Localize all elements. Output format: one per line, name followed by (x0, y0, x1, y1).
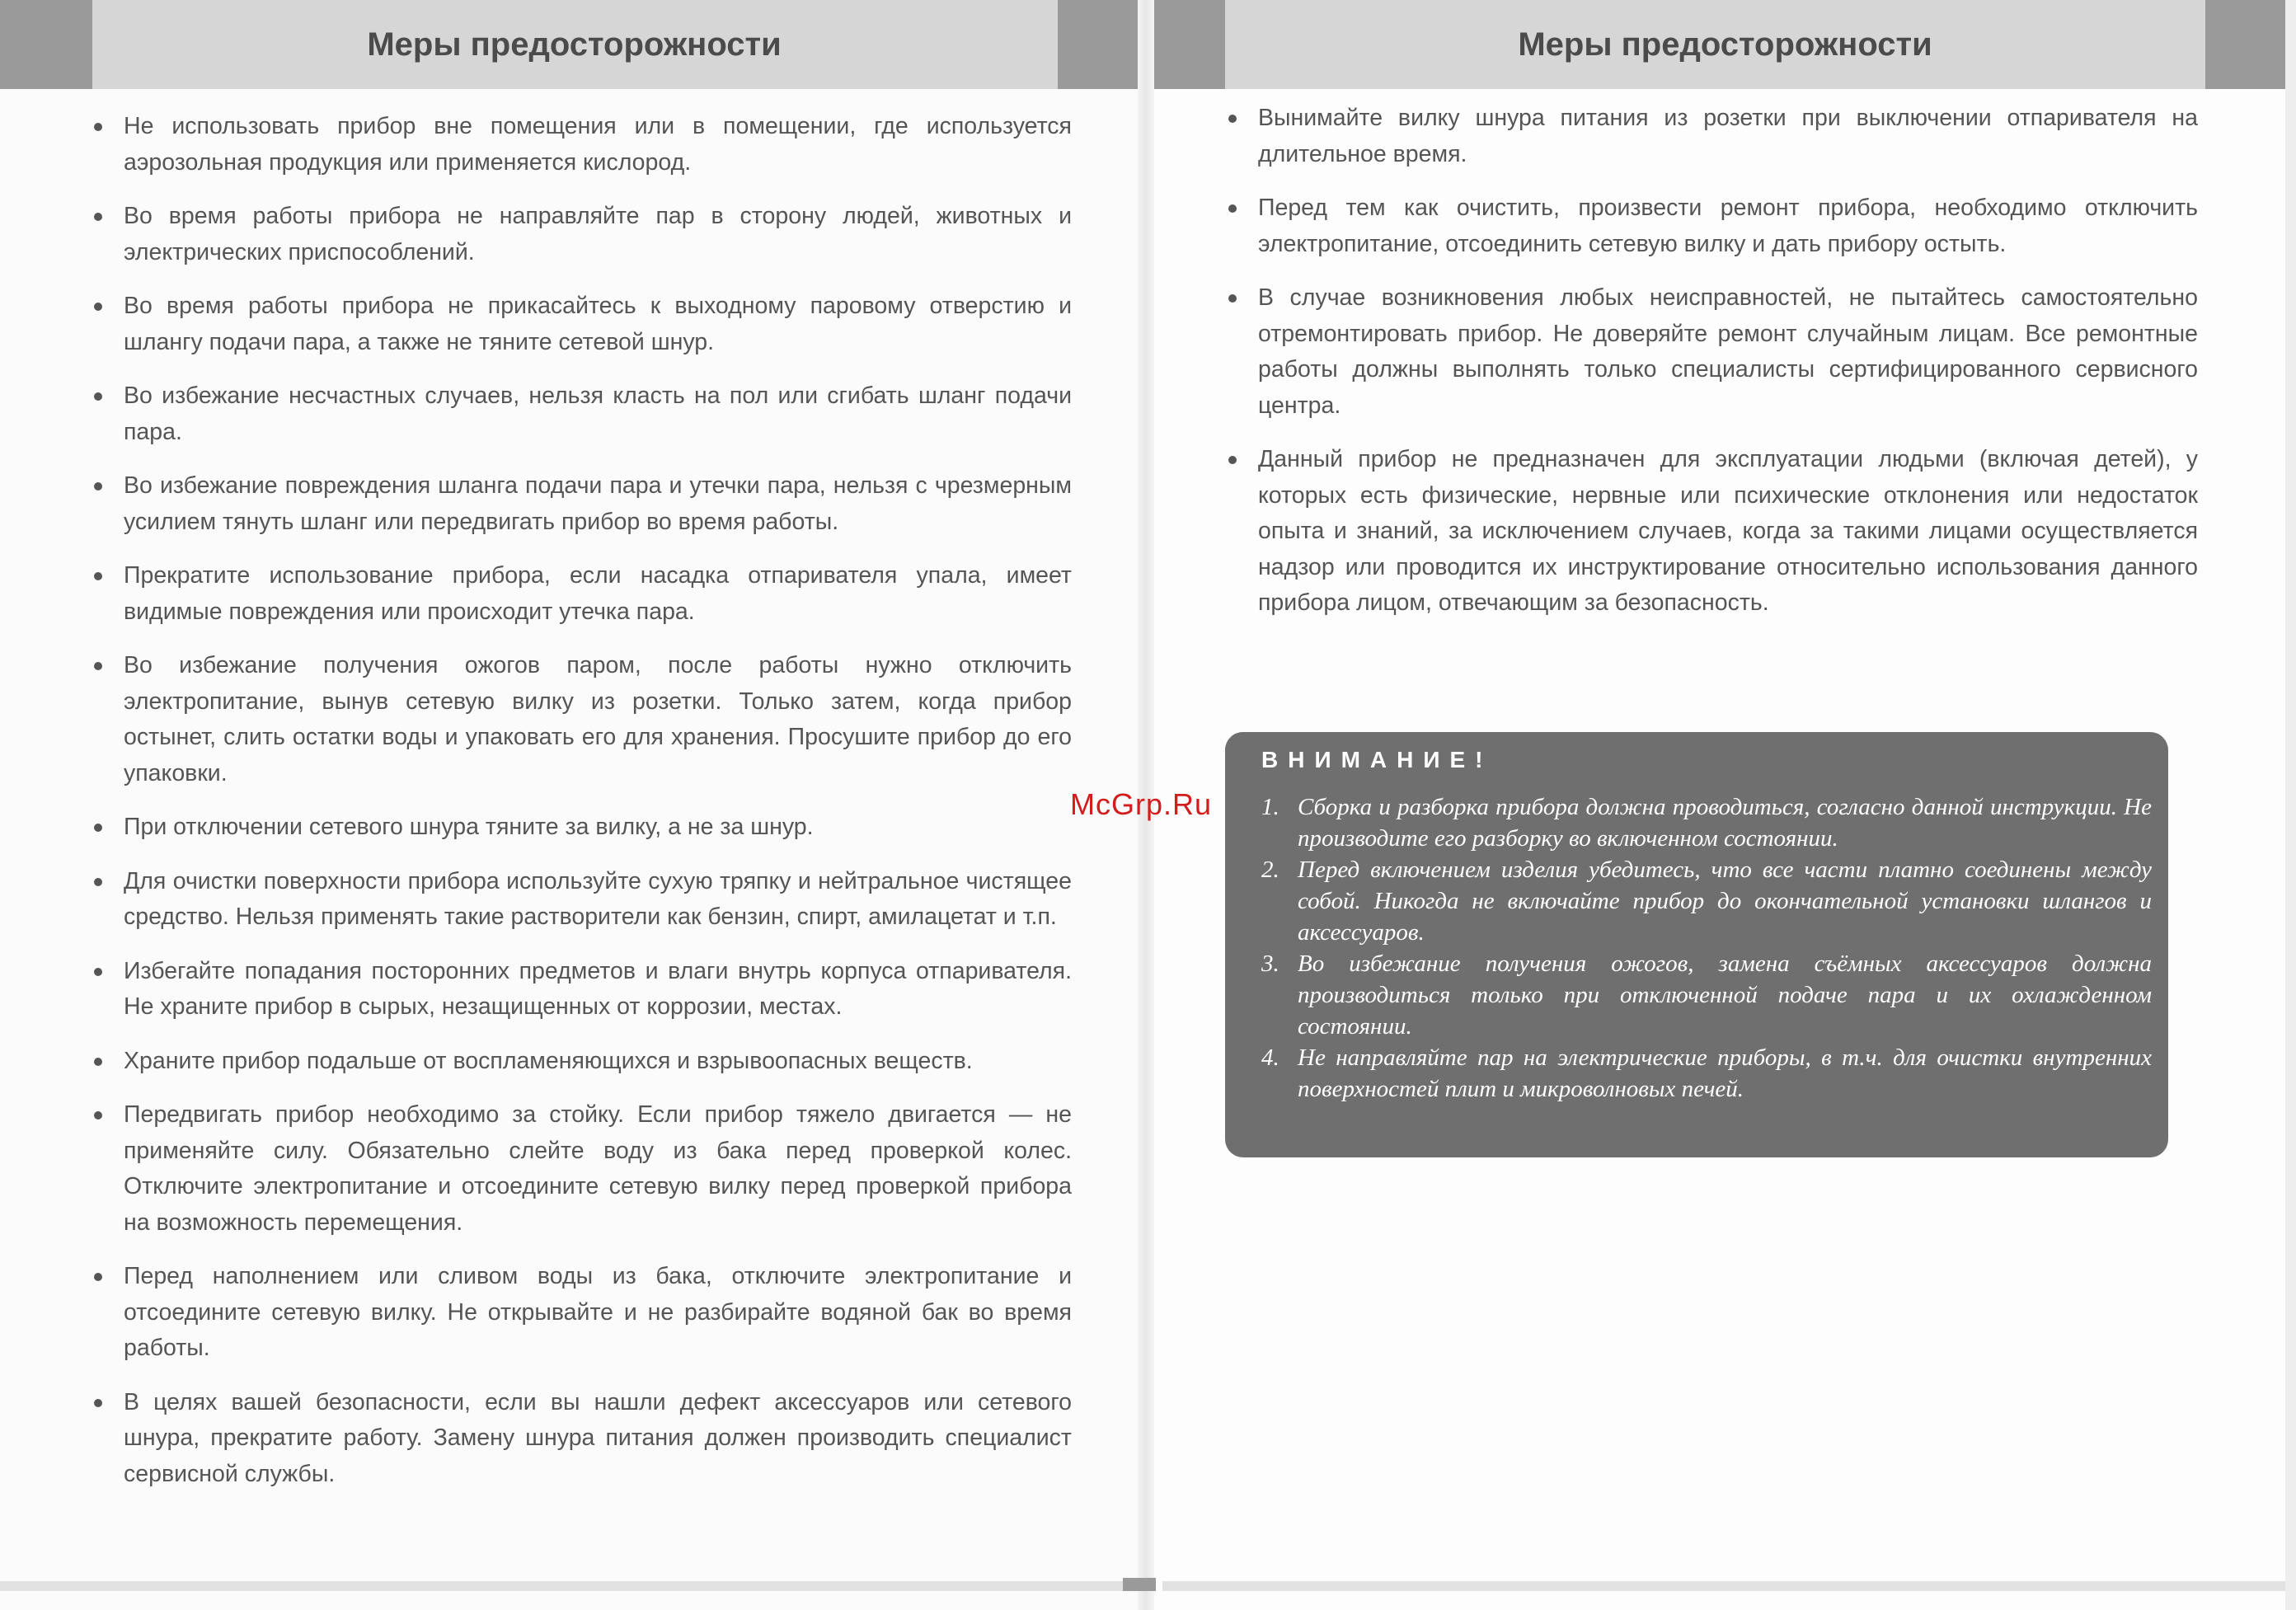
list-item-text: Избегайте попадания посторонних предметов и влаги внутрь корпуса отпаривателя. Не храните прибор в сырых, незащищенных от коррозии, местах. (124, 957, 1072, 1020)
list-item-text: Перед тем как очистить, произвести ремонт прибора, необходимо отключить электропитание, отсоединить сетевую вилку и дать прибору остыть. (1258, 195, 2198, 257)
list-item-text: Для очистки поверхности прибора используйте сухую тряпку и нейтральное чистящее средство. Нельзя применять такие растворители как бензин, спирт, амилацетат и т.п. (124, 867, 1072, 930)
list-item (1225, 190, 2198, 262)
list-item-text: В случае возникновения любых неисправностей, не пытайтесь самостоятельно отремонтировать прибор. Не доверяйте ремонт случайным лицам. Все ремонтные работы должны выполнять только специалисты сертифицированного сервисного центра. (1258, 284, 2198, 419)
list-item-text: При отключении сетевого шнура тяните за вилку, а не за шнур. (124, 814, 814, 840)
list-item-text: Во время работы прибора не направляйте пар в сторону людей, животных и электрических приспособлений. (124, 203, 1072, 265)
header-accent-right (1058, 0, 1140, 89)
footer-rule-left (0, 1581, 1129, 1591)
list-item-text: Не использовать прибор вне помещения или в помещении, где используется аэрозольная продукция или применяется кислород. (124, 113, 1072, 176)
bullet-icon (94, 1058, 102, 1066)
list-item (91, 1385, 1072, 1493)
list-item-text: Данный прибор не предназначен для эксплуатации людьми (включая детей), у которых есть физические, нервные или психические отклонения или недостаток опыта и знаний, за исключением случаев, когда за такими лицами осуществляется надзор или проводится их инструктирование относительно использования данного прибора лицом, отвечающим за безопасность. (1258, 446, 2198, 616)
header-accent-left (1154, 0, 1225, 89)
warning-list (1261, 791, 2152, 1105)
list-item (91, 558, 1072, 630)
precautions-list (1225, 101, 2198, 640)
bullet-icon (94, 303, 102, 311)
bullet-icon (94, 1399, 102, 1407)
header-accent-left (0, 0, 92, 89)
bullet-icon (94, 213, 102, 221)
list-item-text: Перед наполнением или сливом воды из бака, отключите электропитание и отсоедините сетевую вилку. Не открывайте и не разбирайте водяной бак во время работы. (124, 1263, 1072, 1361)
warning-item-number: 4. (1261, 1044, 1279, 1071)
bullet-icon (94, 968, 102, 976)
bullet-icon (94, 572, 102, 580)
watermark-link[interactable]: McGrp.Ru (1070, 787, 1213, 821)
warning-item-number: 3. (1261, 951, 1279, 977)
bullet-icon (94, 824, 102, 832)
bullet-icon (1228, 456, 1237, 464)
warning-item-text: Сборка и разборка прибора должна проводиться, согласно данной инструкции. Не производите его разборку во включенном состоянии. (1298, 794, 2152, 852)
bullet-icon (94, 1273, 102, 1281)
list-item-text: Вынимайте вилку шнура питания из розетки при выключении отпаривателя на длительное время. (1258, 105, 2198, 167)
list-item-text: Прекратите использование прибора, если насадка отпаривателя упала, имеет видимые повреждения или происходит утечка пара. (124, 562, 1072, 625)
list-item (91, 864, 1072, 936)
list-item-text: В целях вашей безопасности, если вы нашли дефект аксессуаров или сетевого шнура, прекратите работу. Замену шнура питания должен производить специалист сервисной службы. (124, 1388, 1072, 1487)
warning-item-number: 1. (1261, 794, 1279, 820)
bullet-icon (94, 1111, 102, 1119)
header-accent-right (2205, 0, 2296, 89)
page-title: Меры предосторожности (367, 26, 782, 63)
list-item (91, 1259, 1072, 1367)
page-title: Меры предосторожности (1518, 26, 1932, 63)
bullet-icon (94, 878, 102, 886)
list-item-text: Храните прибор подальше от воспламеняющихся и взрывоопасных веществ. (124, 1047, 973, 1074)
right-header-bar (1154, 0, 2296, 89)
list-item (1225, 442, 2198, 622)
right-page (1154, 0, 2296, 1610)
list-item (91, 1044, 1072, 1080)
bullet-icon (94, 123, 102, 131)
bullet-icon (94, 392, 102, 401)
footer-rule-right (1162, 1581, 2285, 1591)
list-item (91, 199, 1072, 270)
warning-item-number: 2. (1261, 857, 1279, 883)
bullet-icon (94, 482, 102, 491)
list-item-text: Во время работы прибора не прикасайтесь к выходному паровому отверстию и шлангу подачи пара, а также не тяните сетевой шнур. (124, 293, 1072, 355)
list-item-text: Передвигать прибор необходимо за стойку. Если прибор тяжело двигается — не применяйте силу. Обязательно слейте воду из бака перед проверкой колес. Отключите электропитание и отсоедините сетевую вилку перед проверкой прибора на возможность перемещения. (124, 1101, 1072, 1236)
warning-item (1261, 1042, 2152, 1105)
bullet-icon (1228, 115, 1237, 123)
precautions-list (91, 109, 1072, 1510)
list-item (91, 109, 1072, 181)
list-item (91, 954, 1072, 1026)
left-header-bar (0, 0, 1148, 89)
page-edge (2285, 0, 2296, 1610)
list-item (91, 289, 1072, 360)
list-item (91, 648, 1072, 791)
bullet-icon (94, 662, 102, 670)
list-item (91, 810, 1072, 846)
warning-title: ВНИМАНИЕ! (1261, 747, 1493, 772)
list-item (1225, 280, 2198, 424)
bullet-icon (1228, 294, 1237, 303)
bullet-icon (1228, 204, 1237, 213)
warning-item (1261, 948, 2152, 1042)
list-item-text: Во избежание повреждения шланга подачи пара и утечки пара, нельзя с чрезмерным усилием тянуть шланг или передвигать прибор во время работы. (124, 472, 1072, 535)
warning-item (1261, 854, 2152, 948)
list-item (91, 1097, 1072, 1241)
warning-item-text: Перед включением изделия убедитесь, что все части платно соединены между собой. Никогда не включайте прибор до окончательной установки шлангов и аксессуаров. (1298, 857, 2152, 946)
footer-spine-mark (1123, 1578, 1156, 1591)
list-item-text: Во избежание несчастных случаев, нельзя класть на пол или сгибать шланг подачи пара. (124, 383, 1072, 445)
list-item (91, 468, 1072, 540)
warning-item-text: Не направляйте пар на электрические приборы, в т.ч. для очистки внутренних поверхностей плит и микроволновых печей. (1298, 1044, 2152, 1102)
list-item (91, 378, 1072, 450)
list-item-text: Во избежание получения ожогов паром, после работы нужно отключить электропитание, вынув сетевую вилку из розетки. Только затем, когда прибор остынет, слить остатки воды и упаковать его для хранения. Просушите прибор до его упаковки. (124, 652, 1072, 786)
list-item (1225, 101, 2198, 172)
warning-item-text: Во избежание получения ожогов, замена съёмных аксессуаров должна производиться только при отключенной подаче пара и их охлажденном состоянии. (1298, 951, 2152, 1040)
warning-item (1261, 791, 2152, 854)
